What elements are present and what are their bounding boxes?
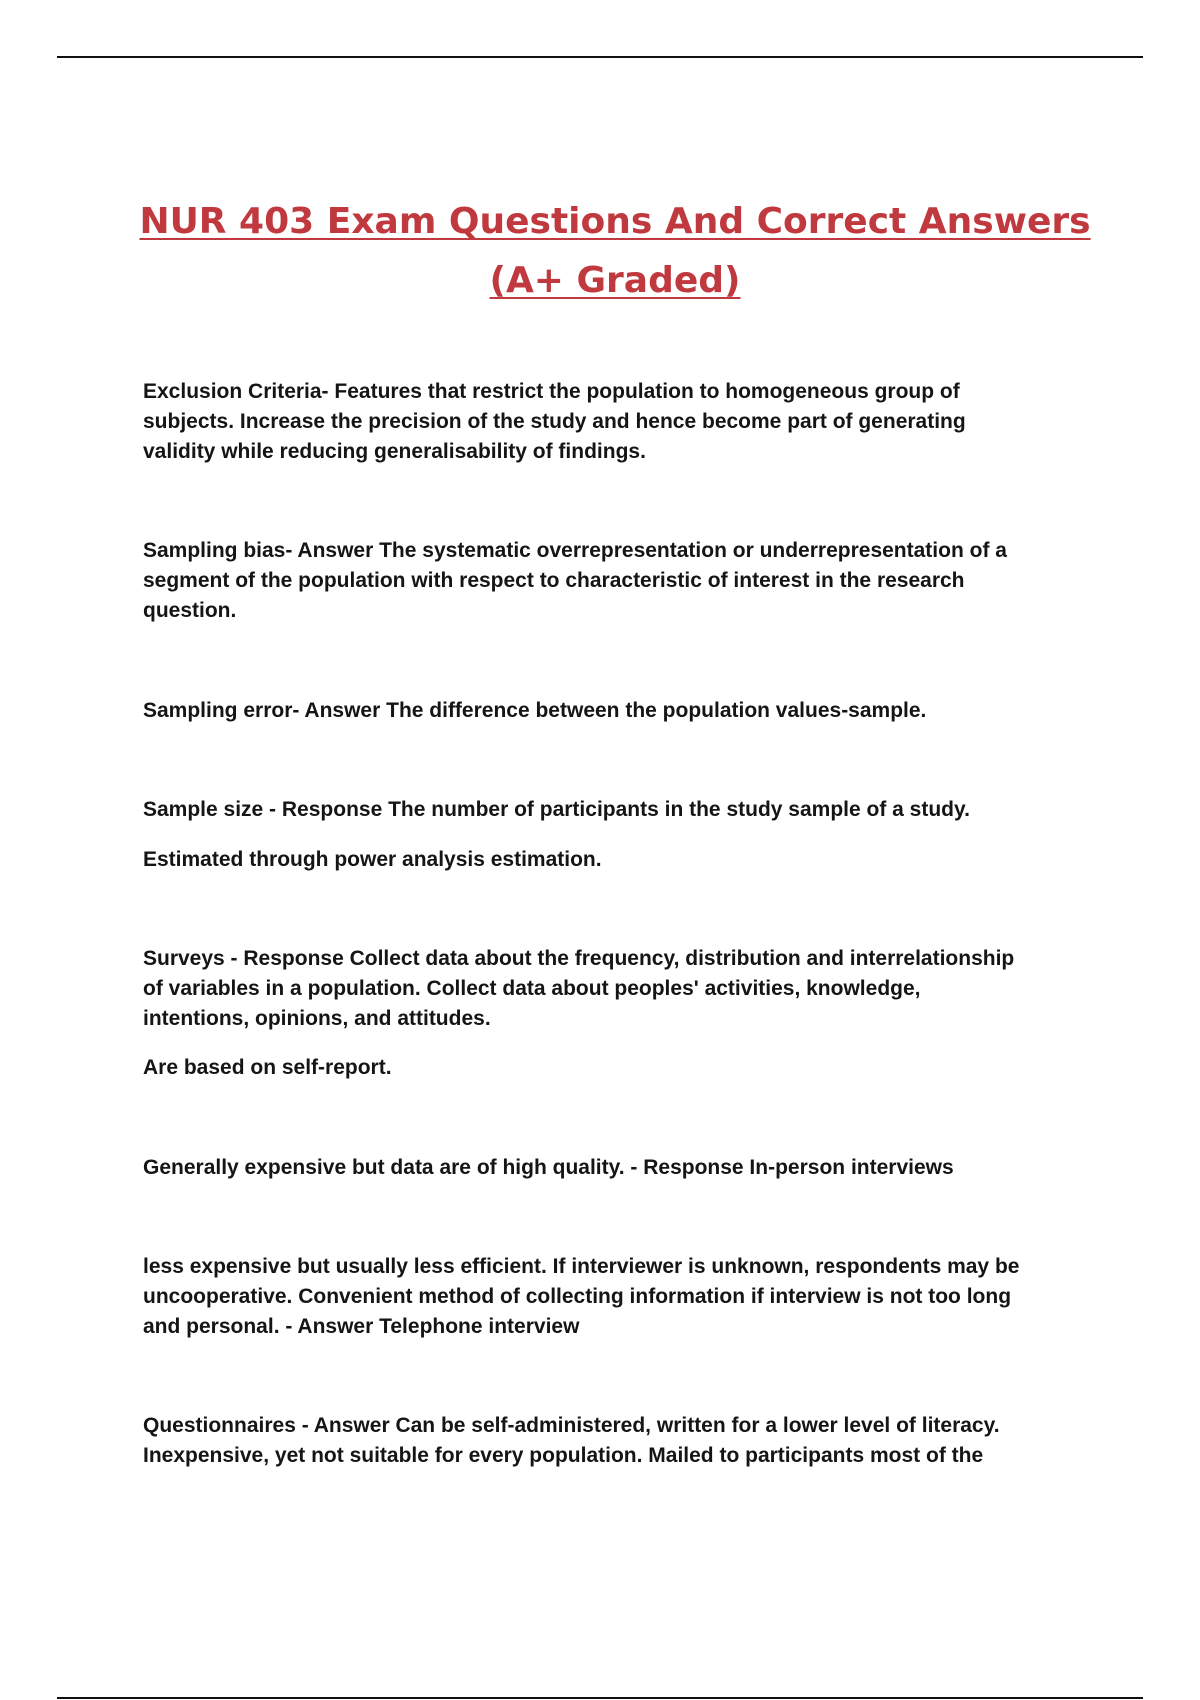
entry-text: Exclusion Criteria- Features that restrict the population to homogeneous group of subjects. Increase the precision of the study and hence become part of generating validity while reducing generalisability of findings.: [143, 380, 966, 463]
entry-sampling-error: [143, 696, 1103, 726]
entry-text: Questionnaires - Answer Can be self-administered, written for a lower level of literacy. Inexpensive, yet not suitable for every population. Mailed to participants most of the: [143, 1414, 1000, 1467]
entry-sample-size: [143, 795, 1103, 825]
entry-text: Estimated through power analysis estimation.: [143, 848, 602, 871]
entry-text: less expensive but usually less efficient. If interviewer is unknown, respondents may be uncooperative. Convenient method of collecting information if interview is not too long and personal. - Answer Telephone interview: [143, 1255, 1020, 1338]
entry-sample-size-note: [143, 845, 1103, 875]
entry-exclusion-criteria: [143, 377, 1103, 467]
header-rule: [57, 56, 1143, 58]
entry-surveys-note: [143, 1053, 1103, 1083]
entry-text: Sample size - Response The number of participants in the study sample of a study.: [143, 798, 970, 821]
title-line-1: NUR 403 Exam Questions And Correct Answers: [139, 201, 1091, 242]
document-title: [130, 192, 1100, 310]
entry-questionnaires: [143, 1411, 1103, 1471]
entry-telephone-interview: [143, 1252, 1103, 1342]
entry-text: Generally expensive but data are of high quality. - Response In-person interviews: [143, 1156, 954, 1179]
entry-surveys: [143, 944, 1103, 1034]
title-line-2: (A+ Graded): [489, 260, 741, 301]
entry-text: Sampling error- Answer The difference between the population values-sample.: [143, 699, 927, 722]
entry-text: Are based on self-report.: [143, 1056, 392, 1079]
entry-in-person-interviews: [143, 1153, 1103, 1183]
entry-text: Surveys - Response Collect data about the frequency, distribution and interrelationship of variables in a population. Collect data about peoples' activities, knowledge, intentions, opinions, and attitudes.: [143, 947, 1015, 1030]
entry-sampling-bias: [143, 536, 1103, 626]
footer-rule: [57, 1697, 1143, 1699]
entry-text: Sampling bias- Answer The systematic overrepresentation or underrepresentation of a segment of the population with respect to characteristic of interest in the research question.: [143, 539, 1007, 622]
